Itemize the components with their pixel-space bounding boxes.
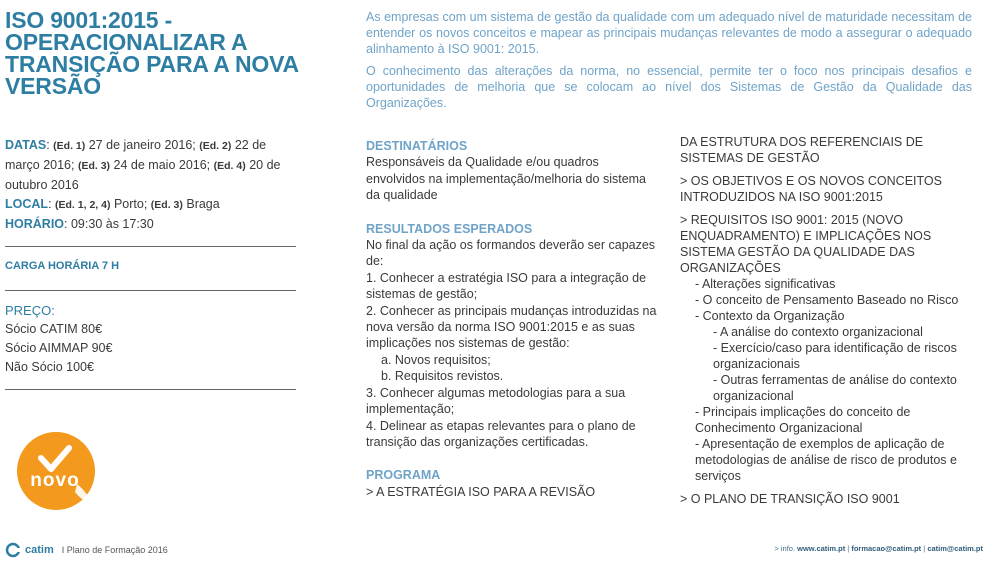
programa-heading: PROGRAMA — [366, 468, 441, 483]
programa-subitem: - Alterações significativas — [695, 277, 836, 291]
website-link[interactable]: www.catim.pt — [797, 544, 846, 553]
datas-label: DATAS — [5, 138, 47, 152]
course-title — [5, 7, 299, 99]
programa-subitem: - O conceito de Pensamento Baseado no Risco — [695, 293, 959, 307]
resultados-heading: RESULTADOS ESPERADOS — [366, 221, 533, 236]
programa-item-continued: DA ESTRUTURA DOS REFERENCIAIS DE SISTEMAS DE GESTÃO — [680, 135, 924, 165]
resultado-subitem: a. Novos requisitos; — [381, 352, 491, 367]
divider — [5, 290, 296, 291]
divider — [5, 389, 296, 390]
intro — [366, 9, 972, 117]
programa-item: > REQUISITOS ISO 9001: 2015 (NOVO ENQUADRAMENTO) E IMPLICAÇÕES NOS SISTEMA GESTÃO DA QUALIDADE DAS ORGANIZAÇÕES — [680, 213, 932, 275]
title-line: ISO 9001:2015 - — [5, 7, 173, 33]
resultado-item: 1. Conhecer a estratégia ISO para a integração de sistemas de gestão; — [366, 270, 647, 302]
programa-subitem: - Principais implicações do conceito de Conhecimento Organizacional — [695, 405, 911, 435]
programa-subitem: - Contexto da Organização — [695, 309, 845, 323]
catim-logo-icon — [5, 542, 21, 558]
course-info: DATAS: (Ed. 1) 27 de janeiro 2016; (Ed. 2) 22 de março 2016; (Ed. 3) 24 de maio 2016; (Ed. 4) 20 de outubro 2016 LOCAL: (Ed. 1, 2, 4) Porto; (Ed. 3) Braga HORÁRIO: 09:30 às 17:30 — [5, 138, 281, 231]
title-line: OPERACIONALIZAR A — [5, 29, 248, 55]
programa-item: > A ESTRATÉGIA ISO PARA A REVISÃO — [366, 484, 596, 499]
programa-subitem: - Exercício/caso para identificação de riscos organizacionais — [713, 341, 957, 371]
info-label: > info. — [774, 544, 796, 553]
destinatarios-text: Responsáveis da Qualidade e/ou quadros envolvidos na implementação/melhoria do sistema da qualidade — [366, 155, 647, 203]
programa-subitem: - A análise do contexto organizacional — [713, 325, 923, 339]
resultado-item: 3. Conhecer algumas metodologias para a sua implementação; — [366, 385, 626, 417]
right-column — [680, 134, 980, 507]
carga-horaria: CARGA HORÁRIA 7 H — [5, 260, 120, 272]
intro-paragraph: O conhecimento das alterações da norma, no essencial, permite ter o foco nos principais desafios e oportunidades de melhoria que se colocam ao nível dos Sistemas de Gestão da Qualidade das Organizações. — [366, 64, 972, 110]
footer-contacts: > info. www.catim.pt | formacao@catim.pt | catim@catim.pt — [774, 544, 983, 553]
programa-item: > OS OBJETIVOS E OS NOVOS CONCEITOS INTRODUZIDOS NA ISO 9001:2015 — [680, 174, 942, 204]
footer-brand — [5, 542, 168, 558]
price-item: Sócio CATIM 80€ — [5, 322, 103, 336]
programa-subitem: - Outras ferramentas de análise do contexto organizacional — [713, 373, 957, 403]
programa-subitem: - Apresentação de exemplos de aplicação de metodologias de análise de risco de produtos e serviços — [695, 437, 957, 483]
novo-badge — [17, 432, 95, 510]
email-link[interactable]: formacao@catim.pt — [851, 544, 922, 553]
destinatarios-heading: DESTINATÁRIOS — [366, 139, 468, 153]
intro-paragraph: As empresas com um sistema de gestão da qualidade com um adequado nível de maturidade necessitam de entender os novos conceitos e mapear as principais mudanças relevantes de modo a assegurar o adequado alinhamento à ISO 9001: 2015. — [366, 10, 972, 56]
plan-label: I Plano de Formação 2016 — [61, 545, 168, 555]
badge-text: novo — [30, 470, 80, 491]
preco-block — [5, 301, 112, 377]
title-line: TRANSIÇÃO PARA A NOVA — [5, 51, 299, 77]
preco-label: PREÇO: — [5, 303, 55, 318]
middle-column — [366, 138, 661, 500]
resultado-item: 2. Conhecer as principais mudanças introduzidas na nova versão da norma ISO 9001:2015 e as suas implicações nos sistemas de gestão: — [366, 303, 657, 351]
programa-item: > O PLANO DE TRANSIÇÃO ISO 9001 — [680, 492, 900, 506]
resultados-intro: No final da ação os formandos deverão ser capazes de: — [366, 238, 656, 269]
local-label: LOCAL — [5, 197, 49, 211]
divider — [5, 246, 296, 247]
email-link[interactable]: catim@catim.pt — [927, 544, 983, 553]
horario-value: 09:30 às 17:30 — [70, 217, 154, 231]
price-item: Não Sócio 100€ — [5, 360, 94, 374]
resultado-item: 4. Delinear as etapas relevantes para o plano de transição das organizações certificadas. — [366, 418, 636, 449]
price-item: Sócio AIMMAP 90€ — [5, 341, 113, 355]
resultado-subitem: b. Requisitos revistos. — [381, 369, 504, 384]
title-line: VERSÃO — [5, 73, 101, 99]
brand-name: catim — [25, 544, 54, 556]
horario-label: HORÁRIO — [5, 217, 65, 231]
